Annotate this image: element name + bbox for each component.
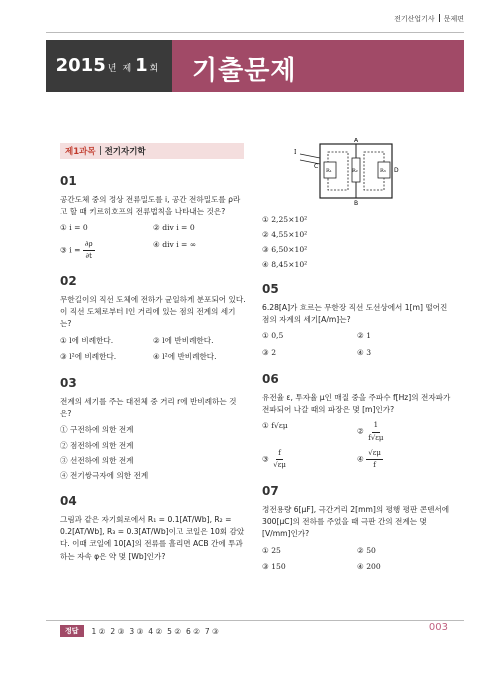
answer-options	[262, 545, 452, 573]
question-text: 6.28[A]가 흐르는 무한장 직선 도선상에서 1[m] 떨어진 점의 자계의 세기[A/m]는?	[262, 303, 448, 325]
numerator: ∂ρ	[83, 239, 95, 251]
option-3[interactable]: ③ 선전하에 의한 전계	[60, 455, 134, 465]
answer-item: 2 ③	[110, 626, 125, 636]
label-i: I	[294, 149, 297, 156]
question-text: 그림과 같은 자기회로에서 R₁ = 0.1[AT/Wb], R₂ = 0.2[AT/Wb], R₃ = 0.3[AT/Wb]이고 코일은 10회 감았다. 이때 코일에 10[A]의 전류를 흘리면 ACB 간에 투과하는 자속 φ은 약 몇 [Wb]인가?	[60, 515, 245, 561]
question-04	[60, 492, 246, 563]
option-3[interactable]: ③ 2	[262, 347, 277, 357]
option-3[interactable]: ③ 6,50×10²	[262, 245, 308, 255]
question-text: 유전율 ε, 투자율 μ인 매질 중을 주파수 f[Hz]의 전자파가 전파되어 나갈 때의 파장은 몇 [m]인가?	[262, 393, 451, 415]
answer-options	[262, 214, 448, 272]
question-03	[60, 374, 246, 482]
option-2[interactable]: ② l에 반비례한다.	[153, 335, 214, 345]
question-06	[262, 370, 452, 471]
option-4[interactable]: ④ 8,45×10²	[262, 260, 308, 270]
answer-item: 7 ③	[204, 626, 219, 636]
header-divider	[439, 14, 440, 22]
fraction	[83, 239, 95, 262]
question-04-options	[262, 210, 448, 272]
question-number: 03	[60, 376, 77, 390]
answer-item: 3 ③	[129, 626, 144, 636]
option-4[interactable]	[357, 448, 452, 471]
section-title: 문제편	[443, 15, 464, 23]
header-rule	[46, 32, 464, 33]
option-2[interactable]: ② 점전하에 의한 전계	[60, 440, 134, 450]
option-4[interactable]: ④ div i = ∞	[153, 239, 197, 249]
label-r2: R₂	[352, 168, 358, 174]
question-01	[60, 172, 246, 262]
question-text: 무한길이의 직선 도체에 전하가 균일하게 분포되어 있다. 이 직선 도체로부터 l인 거리에 있는 점의 전계의 세기는?	[60, 295, 246, 329]
option-3[interactable]: ③ l²에 비례한다.	[60, 351, 117, 361]
subject-heading	[60, 143, 244, 159]
option-1[interactable]: ① l에 비례한다.	[60, 335, 114, 345]
label-c: C	[314, 163, 319, 170]
label-d: D	[394, 167, 399, 174]
question-05	[262, 280, 452, 359]
question-number: 01	[60, 174, 77, 188]
option-2[interactable]: ② 4,55×10²	[262, 230, 308, 240]
question-02	[60, 272, 246, 363]
question-number: 05	[262, 282, 279, 296]
option-2[interactable]: ② div i = 0	[153, 223, 195, 233]
numerator: 1	[372, 420, 380, 432]
option-3-label: ③	[262, 454, 269, 464]
answer-tag: 정답	[60, 625, 84, 637]
numerator: f	[276, 448, 283, 460]
option-2[interactable]	[357, 420, 452, 443]
label-a: A	[354, 138, 359, 144]
fraction	[271, 448, 288, 471]
label-b: B	[354, 200, 359, 206]
answer-options	[262, 330, 452, 358]
option-1[interactable]: ① 2,25×10²	[262, 215, 308, 224]
exam-banner	[46, 40, 464, 92]
question-text: 공간도체 중의 정상 전류밀도를 i, 공간 전하밀도를 ρ라고 할 때 키르히호프의 전류법칙을 나타내는 것은?	[60, 195, 241, 217]
question-07	[262, 482, 452, 573]
denominator: √εμ	[273, 461, 286, 470]
book-title: 전기산업기사	[394, 15, 435, 23]
footer-rule	[46, 620, 464, 621]
option-1[interactable]: ① 구전하에 의한 전계	[60, 425, 134, 435]
exam-round: 1	[135, 55, 148, 76]
option-3-label: ③ i =	[60, 245, 83, 255]
option-4[interactable]: ④ 전기쌍극자에 의한 전계	[60, 470, 149, 480]
fraction	[366, 448, 383, 471]
denominator: ∂t	[85, 251, 92, 260]
option-1[interactable]: ① 25	[262, 545, 281, 555]
question-number: 07	[262, 484, 279, 498]
option-2[interactable]: ② 50	[357, 545, 376, 555]
page-number: 003	[428, 622, 448, 633]
banner-title: 기출문제	[192, 56, 297, 86]
label-r1: R₁	[326, 168, 332, 174]
answer-item: 4 ②	[148, 626, 163, 636]
year-suffix: 년	[107, 64, 117, 74]
answer-options	[262, 420, 452, 471]
option-3[interactable]	[60, 239, 153, 262]
question-number: 04	[60, 494, 77, 508]
answer-options	[60, 424, 246, 482]
subject-divider	[100, 146, 101, 155]
answer-item: 6 ②	[185, 626, 200, 636]
subject-prefix: 제1과목	[65, 147, 96, 157]
option-4[interactable]: ④ 3	[357, 347, 372, 357]
option-1[interactable]: ① i = 0	[60, 223, 88, 233]
fraction	[366, 420, 385, 443]
question-text: 전계의 세기를 주는 대전체 중 거리 r에 반비례하는 것은?	[60, 397, 237, 419]
question-text: 정전용량 6[μF], 극간거리 2[mm]의 평행 평판 콘덴서에 300[μC]의 전하를 주었을 때 극판 간의 전계는 몇 [V/mm]인가?	[262, 505, 450, 539]
option-4[interactable]: ④ 200	[357, 561, 381, 571]
answer-options	[60, 335, 246, 363]
question-number: 06	[262, 372, 279, 386]
label-r3: R₃	[380, 168, 386, 174]
option-1[interactable]: ① f√εμ	[262, 421, 288, 431]
option-3[interactable]: ③ 150	[262, 561, 286, 571]
numerator: √εμ	[366, 448, 383, 460]
answer-key	[60, 625, 224, 637]
round-suffix: 회	[149, 64, 159, 74]
denominator: f√εμ	[368, 433, 384, 442]
denominator: f	[373, 461, 376, 470]
round-prefix: 제	[122, 64, 132, 74]
page-header	[394, 14, 464, 24]
question-number: 02	[60, 274, 77, 288]
magnetic-circuit-diagram	[290, 138, 418, 206]
exam-round-box	[46, 40, 172, 92]
exam-year: 2015	[55, 55, 106, 76]
answer-item: 5 ②	[167, 626, 181, 636]
option-4[interactable]: ④ l²에 반비례한다.	[153, 351, 217, 361]
option-1[interactable]: ① 0,5	[262, 331, 284, 341]
option-2-label: ②	[357, 427, 364, 437]
option-3[interactable]	[262, 448, 357, 471]
answer-item: 1 ②	[91, 626, 106, 636]
option-4-label: ④	[357, 454, 364, 464]
answer-options	[60, 222, 246, 262]
subject-name: 전기자기학	[104, 147, 146, 157]
option-2[interactable]: ② 1	[357, 331, 372, 341]
